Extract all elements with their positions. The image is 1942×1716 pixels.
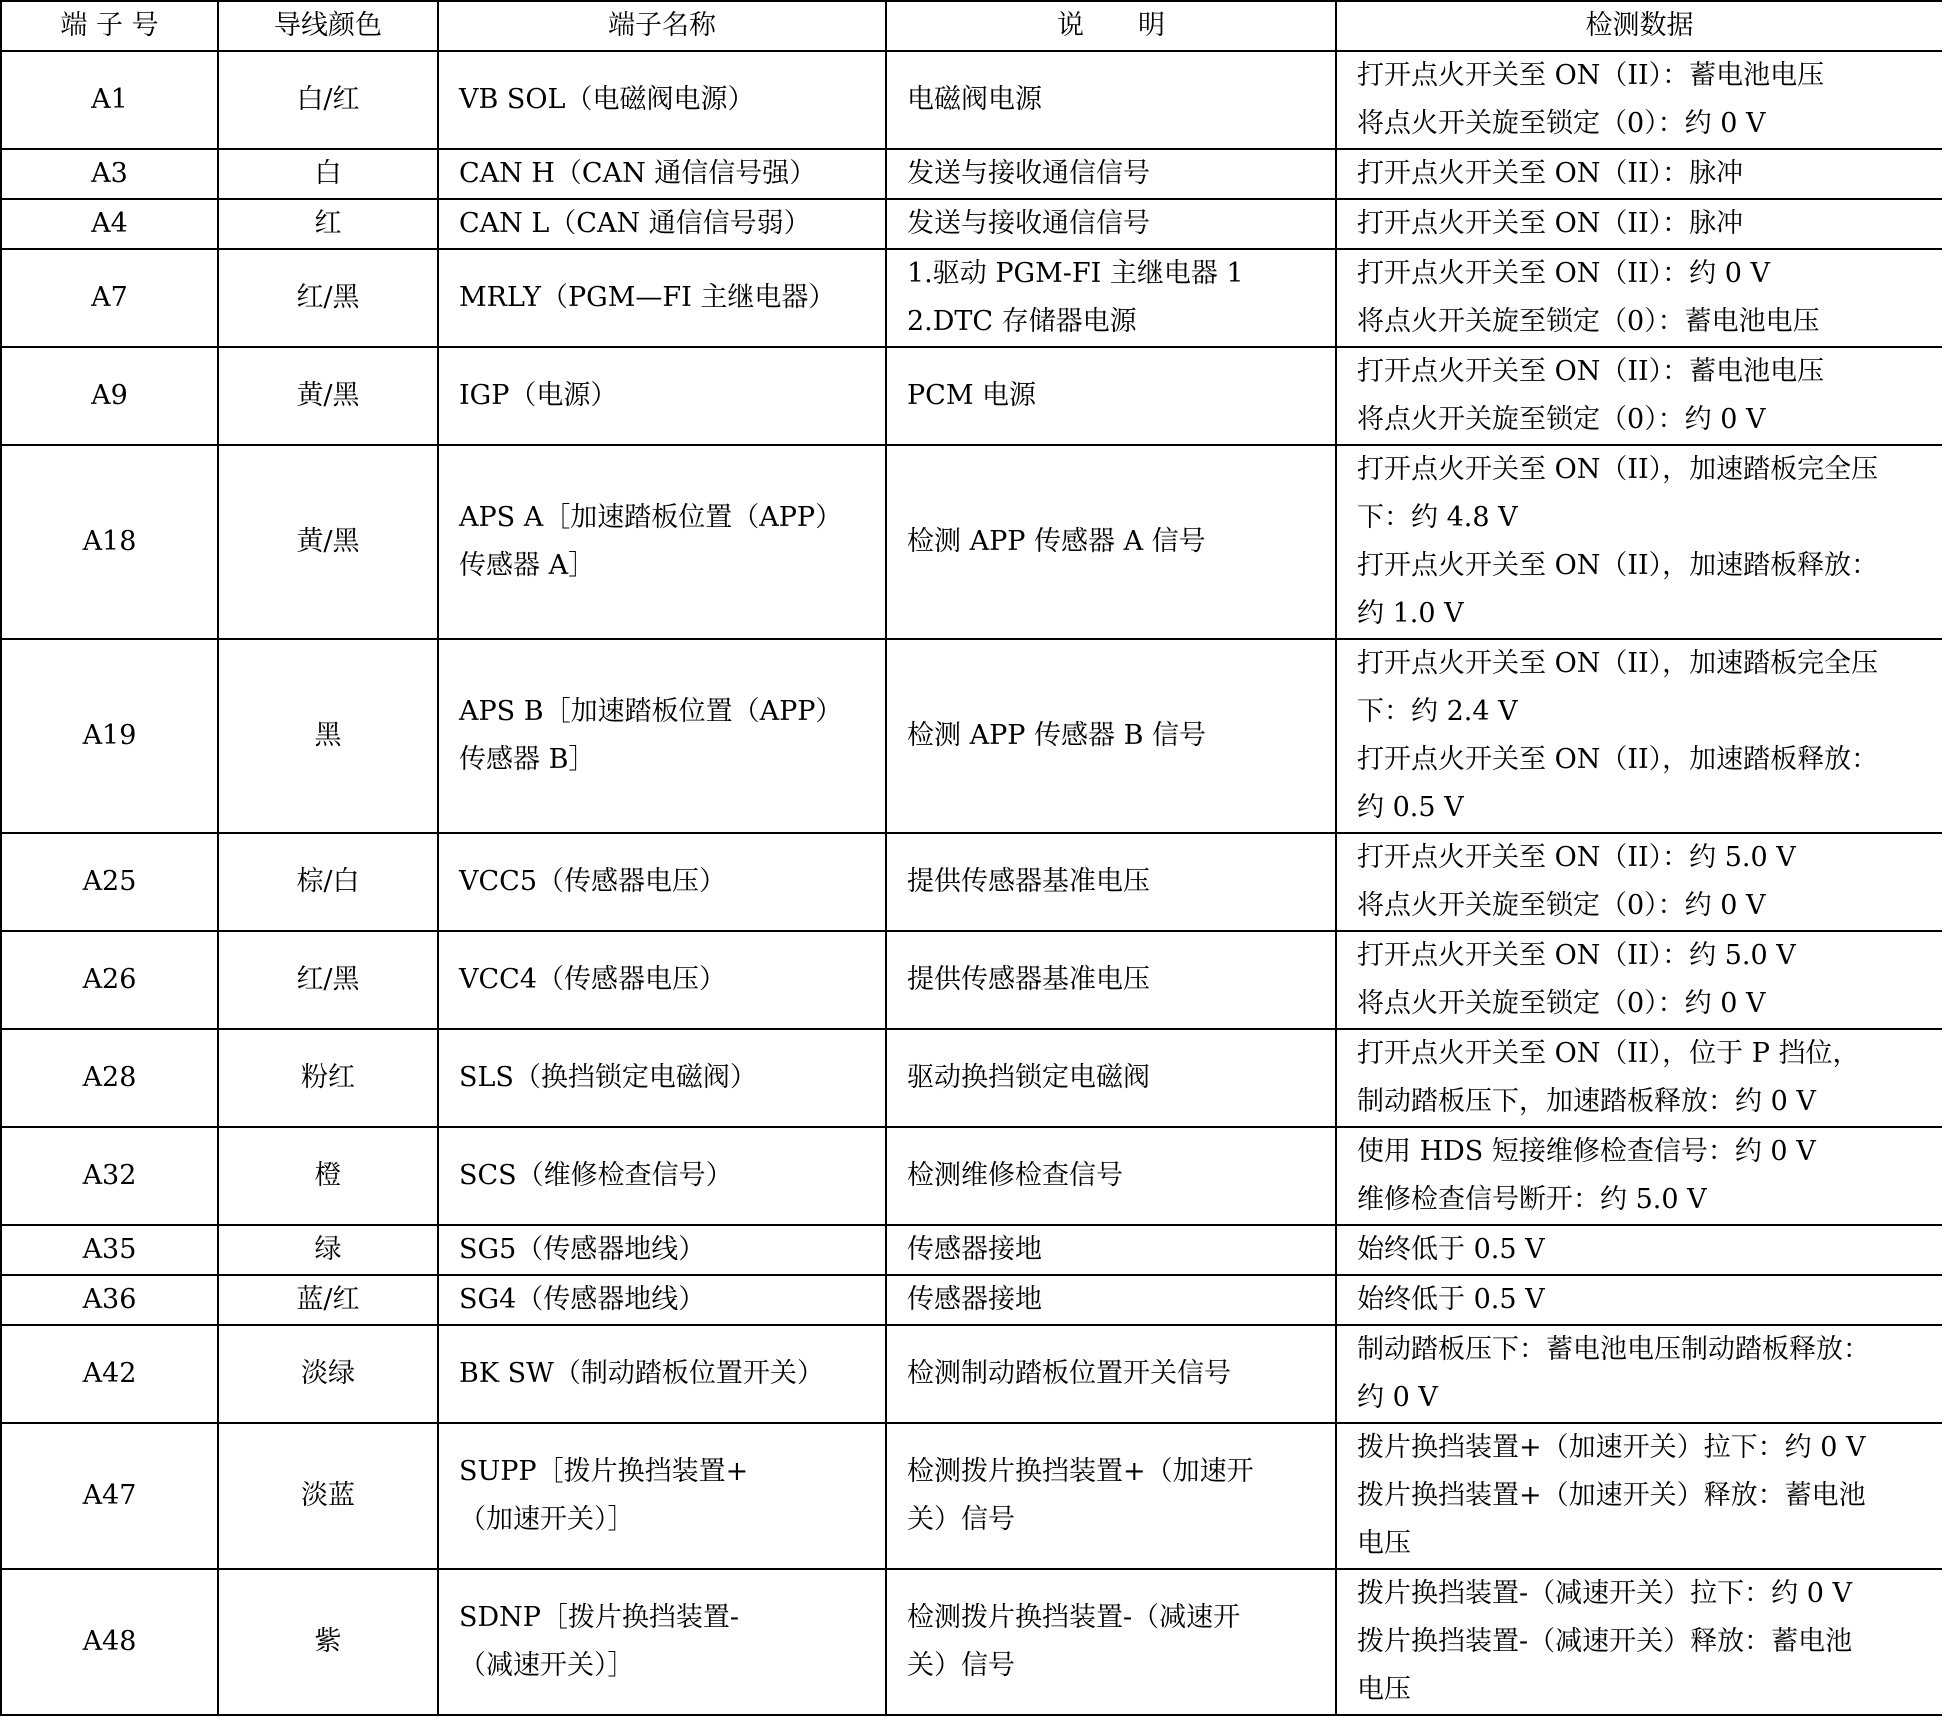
terminal-name-line: APS A［加速踏板位置（APP） (459, 502, 843, 533)
header-terminal-no: 端 子 号 (1, 1, 218, 51)
terminal-cell: A35 (1, 1225, 218, 1275)
terminal-name-line: （减速开关）］ (459, 1650, 635, 1681)
description-cell (886, 1325, 1336, 1423)
header-row (1, 1, 1942, 51)
terminal-name-line: SG4（传感器地线） (459, 1284, 706, 1315)
wire-color-cell: 黄/黑 (218, 347, 438, 445)
description-line: 检测拨片换挡装置-（减速开 (907, 1602, 1241, 1633)
test-data-cell (1336, 639, 1942, 833)
terminal-name-cell (438, 149, 886, 199)
test-data-cell (1336, 833, 1942, 931)
terminal-cell: A36 (1, 1275, 218, 1325)
terminal-name-line: SLS（换挡锁定电磁阀） (459, 1062, 757, 1093)
description-line: 传感器接地 (907, 1284, 1042, 1315)
table-row (1, 1029, 1942, 1127)
terminal-name-line: 传感器 B］ (459, 744, 596, 775)
description-cell (886, 347, 1336, 445)
description-line: 传感器接地 (907, 1234, 1042, 1265)
test-data-line: 打开点火开关至 ON（II）：蓄电池电压 (1357, 356, 1825, 387)
wire-color-cell: 淡绿 (218, 1325, 438, 1423)
description-cell (886, 199, 1336, 249)
wire-color-cell: 绿 (218, 1225, 438, 1275)
terminal-cell: A42 (1, 1325, 218, 1423)
description-line: PCM 电源 (907, 380, 1037, 411)
test-data-line: 电压 (1357, 1528, 1411, 1559)
test-data-line: 电压 (1357, 1674, 1411, 1705)
test-data-line: 下：约 4.8 V (1357, 502, 1518, 533)
test-data-cell (1336, 51, 1942, 149)
wire-color-cell: 红/黑 (218, 249, 438, 347)
terminal-name-line: CAN H（CAN 通信信号强） (459, 158, 817, 189)
wire-color-cell: 黑 (218, 639, 438, 833)
description-line: 1.驱动 PGM-FI 主继电器 1 (907, 258, 1244, 289)
description-line: 检测制动踏板位置开关信号 (907, 1358, 1231, 1389)
terminal-name-line: SDNP［拨片换挡装置- (459, 1602, 740, 1633)
terminal-name-line: MRLY（PGM—FI 主继电器） (459, 282, 836, 313)
test-data-cell (1336, 249, 1942, 347)
terminal-cell: A9 (1, 347, 218, 445)
terminal-cell: A7 (1, 249, 218, 347)
test-data-cell (1336, 1225, 1942, 1275)
table-row (1, 1275, 1942, 1325)
table-row (1, 199, 1942, 249)
table-row (1, 51, 1942, 149)
test-data-line: 约 0.5 V (1357, 792, 1464, 823)
terminal-name-line: SG5（传感器地线） (459, 1234, 706, 1265)
terminal-name-line: BK SW（制动踏板位置开关） (459, 1358, 824, 1389)
description-line: 关）信号 (907, 1504, 1015, 1535)
wire-color-cell: 橙 (218, 1127, 438, 1225)
description-line: 关）信号 (907, 1650, 1015, 1681)
table-row (1, 931, 1942, 1029)
terminal-cell: A4 (1, 199, 218, 249)
test-data-cell (1336, 1275, 1942, 1325)
description-line: 2.DTC 存储器电源 (907, 306, 1137, 337)
wire-color-cell: 红 (218, 199, 438, 249)
wire-color-cell: 棕/白 (218, 833, 438, 931)
test-data-cell (1336, 445, 1942, 639)
test-data-cell (1336, 931, 1942, 1029)
terminal-cell: A1 (1, 51, 218, 149)
terminal-name-cell (438, 199, 886, 249)
description-line: 发送与接收通信信号 (907, 208, 1150, 239)
table-row (1, 249, 1942, 347)
terminal-name-line: SUPP［拨片换挡装置+ (459, 1456, 749, 1487)
description-cell (886, 1225, 1336, 1275)
table-row (1, 1423, 1942, 1569)
test-data-line: 使用 HDS 短接维修检查信号：约 0 V (1357, 1136, 1816, 1167)
table-row (1, 833, 1942, 931)
terminal-cell: A47 (1, 1423, 218, 1569)
test-data-line: 打开点火开关至 ON（II）：约 0 V (1357, 258, 1771, 289)
wire-color-cell: 红/黑 (218, 931, 438, 1029)
terminal-name-cell (438, 1423, 886, 1569)
terminal-name-cell (438, 931, 886, 1029)
description-cell (886, 1569, 1336, 1715)
terminal-name-line: IGP（电源） (459, 380, 618, 411)
terminal-name-line: SCS（维修检查信号） (459, 1160, 733, 1191)
header-description: 说 明 (886, 1, 1336, 51)
header-wire-color: 导线颜色 (218, 1, 438, 51)
test-data-cell (1336, 1127, 1942, 1225)
terminal-cell: A18 (1, 445, 218, 639)
test-data-cell (1336, 199, 1942, 249)
terminal-name-cell (438, 639, 886, 833)
test-data-cell (1336, 347, 1942, 445)
test-data-line: 将点火开关旋至锁定（0）：约 0 V (1357, 404, 1766, 435)
test-data-line: 制动踏板压下：蓄电池电压制动踏板释放： (1357, 1334, 1870, 1365)
terminal-name-cell (438, 1029, 886, 1127)
table-body (1, 51, 1942, 1715)
terminal-cell: A28 (1, 1029, 218, 1127)
description-line: 提供传感器基准电压 (907, 964, 1150, 995)
test-data-line: 打开点火开关至 ON（II），加速踏板释放： (1357, 550, 1879, 581)
table-row (1, 1569, 1942, 1715)
test-data-line: 将点火开关旋至锁定（0）：约 0 V (1357, 890, 1766, 921)
wire-color-cell: 白 (218, 149, 438, 199)
description-line: 检测拨片换挡装置+（加速开 (907, 1456, 1254, 1487)
table-header (1, 1, 1942, 51)
test-data-cell (1336, 1569, 1942, 1715)
test-data-cell (1336, 1029, 1942, 1127)
test-data-line: 拨片换挡装置+（加速开关）拉下：约 0 V (1357, 1432, 1866, 1463)
description-cell (886, 1127, 1336, 1225)
description-cell (886, 51, 1336, 149)
test-data-line: 打开点火开关至 ON（II），位于 P 挡位， (1357, 1038, 1860, 1069)
test-data-line: 将点火开关旋至锁定（0）：约 0 V (1357, 108, 1766, 139)
description-line: 驱动换挡锁定电磁阀 (907, 1062, 1150, 1093)
table-row (1, 1325, 1942, 1423)
description-line: 检测 APP 传感器 B 信号 (907, 720, 1207, 751)
terminal-name-cell (438, 1225, 886, 1275)
terminal-name-cell (438, 1325, 886, 1423)
wire-color-cell: 粉红 (218, 1029, 438, 1127)
terminal-name-cell (438, 1275, 886, 1325)
description-cell (886, 931, 1336, 1029)
terminal-name-cell (438, 1127, 886, 1225)
test-data-cell (1336, 1325, 1942, 1423)
terminal-name-line: VCC5（传感器电压） (459, 866, 726, 897)
test-data-line: 拨片换挡装置-（减速开关）拉下：约 0 V (1357, 1578, 1852, 1609)
terminal-name-cell (438, 249, 886, 347)
description-cell (886, 149, 1336, 199)
test-data-line: 打开点火开关至 ON（II）：脉冲 (1357, 158, 1744, 189)
description-cell (886, 445, 1336, 639)
terminal-cell: A19 (1, 639, 218, 833)
terminal-name-line: CAN L（CAN 通信信号弱） (459, 208, 811, 239)
wire-color-cell: 黄/黑 (218, 445, 438, 639)
terminal-cell: A48 (1, 1569, 218, 1715)
header-terminal-name: 端子名称 (438, 1, 886, 51)
test-data-line: 约 0 V (1357, 1382, 1438, 1413)
table-row (1, 149, 1942, 199)
test-data-line: 打开点火开关至 ON（II）：约 5.0 V (1357, 842, 1796, 873)
test-data-line: 打开点火开关至 ON（II），加速踏板释放： (1357, 744, 1879, 775)
test-data-line: 下：约 2.4 V (1357, 696, 1518, 727)
test-data-line: 约 1.0 V (1357, 598, 1464, 629)
terminal-cell: A3 (1, 149, 218, 199)
test-data-line: 打开点火开关至 ON（II）：约 5.0 V (1357, 940, 1796, 971)
terminal-name-cell (438, 445, 886, 639)
description-cell (886, 833, 1336, 931)
terminal-name-cell (438, 347, 886, 445)
test-data-line: 拨片换挡装置-（减速开关）释放：蓄电池 (1357, 1626, 1853, 1657)
test-data-line: 打开点火开关至 ON（II）：蓄电池电压 (1357, 60, 1825, 91)
wire-color-cell: 紫 (218, 1569, 438, 1715)
terminal-cell: A26 (1, 931, 218, 1029)
test-data-line: 制动踏板压下，加速踏板释放：约 0 V (1357, 1086, 1816, 1117)
wire-color-cell: 淡蓝 (218, 1423, 438, 1569)
table-row (1, 1127, 1942, 1225)
wire-color-cell: 蓝/红 (218, 1275, 438, 1325)
test-data-cell (1336, 149, 1942, 199)
description-line: 提供传感器基准电压 (907, 866, 1150, 897)
header-test-data: 检测数据 (1336, 1, 1942, 51)
description-cell (886, 639, 1336, 833)
description-cell (886, 1275, 1336, 1325)
terminal-name-line: APS B［加速踏板位置（APP） (459, 696, 843, 727)
description-line: 发送与接收通信信号 (907, 158, 1150, 189)
test-data-line: 将点火开关旋至锁定（0）：蓄电池电压 (1357, 306, 1820, 337)
test-data-line: 将点火开关旋至锁定（0）：约 0 V (1357, 988, 1766, 1019)
test-data-line: 维修检查信号断开：约 5.0 V (1357, 1184, 1707, 1215)
table-row (1, 639, 1942, 833)
terminal-name-line: 传感器 A］ (459, 550, 596, 581)
wire-color-cell: 白/红 (218, 51, 438, 149)
test-data-line: 拨片换挡装置+（加速开关）释放：蓄电池 (1357, 1480, 1866, 1511)
test-data-cell (1336, 1423, 1942, 1569)
test-data-line: 打开点火开关至 ON（II），加速踏板完全压 (1357, 454, 1879, 485)
test-data-line: 打开点火开关至 ON（II）：脉冲 (1357, 208, 1744, 239)
test-data-line: 始终低于 0.5 V (1357, 1234, 1545, 1265)
terminal-name-cell (438, 1569, 886, 1715)
description-cell (886, 249, 1336, 347)
terminal-name-line: VB SOL（电磁阀电源） (459, 84, 755, 115)
description-line: 检测 APP 传感器 A 信号 (907, 526, 1206, 557)
description-line: 检测维修检查信号 (907, 1160, 1123, 1191)
terminal-cell: A25 (1, 833, 218, 931)
description-cell (886, 1423, 1336, 1569)
terminal-cell: A32 (1, 1127, 218, 1225)
terminal-name-cell (438, 51, 886, 149)
description-cell (886, 1029, 1336, 1127)
terminal-name-line: （加速开关）］ (459, 1504, 635, 1535)
table-row (1, 347, 1942, 445)
table-row (1, 445, 1942, 639)
description-line: 电磁阀电源 (907, 84, 1042, 115)
terminal-name-line: VCC4（传感器电压） (459, 964, 726, 995)
table-row (1, 1225, 1942, 1275)
terminal-name-cell (438, 833, 886, 931)
test-data-line: 打开点火开关至 ON（II），加速踏板完全压 (1357, 648, 1879, 679)
test-data-line: 始终低于 0.5 V (1357, 1284, 1545, 1315)
